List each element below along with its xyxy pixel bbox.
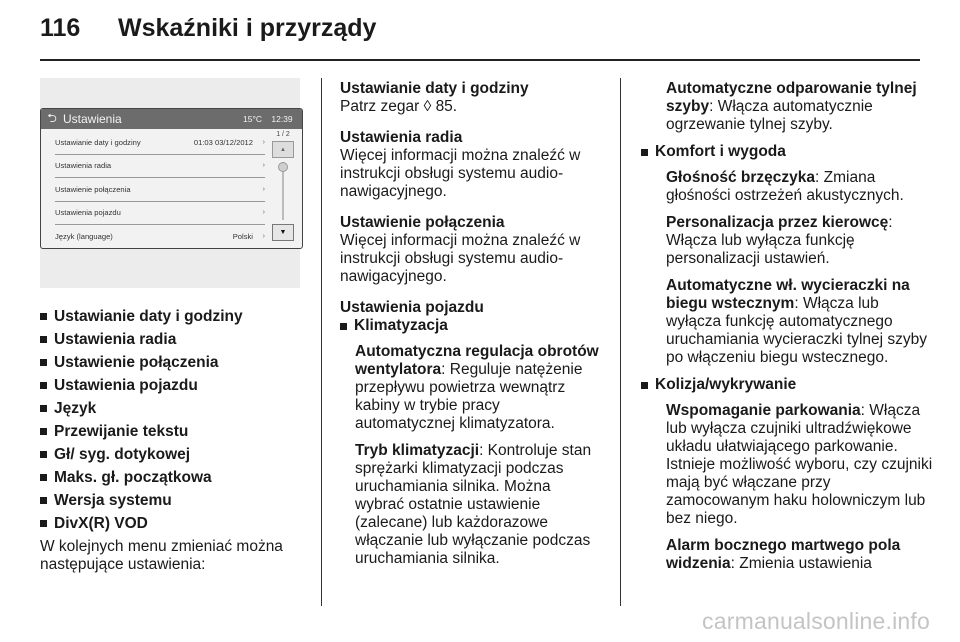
screen-menu-item-label: Ustawienia radia: [55, 161, 112, 171]
bullet-square-icon: [40, 520, 47, 527]
list-item: Maks. gł. początkowa: [40, 466, 302, 489]
bullet-square-icon: [40, 428, 47, 435]
chevron-right-icon: ›: [262, 138, 265, 146]
middle-column: [340, 80, 600, 568]
screen-menu-item: [55, 155, 265, 179]
settings-menu-list: [40, 305, 302, 535]
option-description: Automatyczne odparowanie tylnej szyby: Włącza automatycznie ogrzewanie tylnej szyby.: [666, 80, 917, 133]
list-item: Ustawienia radia: [40, 328, 302, 351]
list-item: Przewijanie tekstu: [40, 420, 302, 443]
list-item: Wersja systemu: [40, 489, 302, 512]
screen-menu-item: [55, 178, 265, 202]
bullet-square-icon: [340, 323, 347, 330]
bullet-square-icon: [40, 336, 47, 343]
chevron-right-icon: ›: [262, 185, 265, 193]
screen-menu-item-label: Ustawianie daty i godziny: [55, 137, 141, 147]
list-item: Ustawienie połączenia: [40, 351, 302, 374]
back-arrow-icon: ⮌: [47, 110, 57, 125]
list-item: Kolizja/wykrywanie: [641, 376, 933, 394]
list-item: Klimatyzacja: [340, 317, 600, 335]
chevron-right-icon: ›: [262, 233, 265, 241]
option-description: Automatyczna regulacja obrotów wentylatora: Reguluje natężenie przepływu powietrza wewnątrz kabiny w trybie pracy automatycznej klimatyzatora.: [355, 343, 599, 432]
bullet-square-icon: [40, 474, 47, 481]
screen-title-bar: [41, 109, 302, 129]
scroll-thumb: [278, 162, 288, 172]
screen-menu-item: [55, 225, 265, 249]
bullet-square-icon: [40, 313, 47, 320]
column-divider-left: [321, 78, 322, 606]
list-item: Ustawianie daty i godziny: [40, 305, 302, 328]
option-description: Wspomaganie parkowania: Włącza lub wyłącza czujniki ultradźwiękowe układu ułatwiającego parkowanie. Istnieje możliwość wyboru, czy czujniki mają być włączane przy zamocowanym haku holowniczym lub bez niego.: [666, 402, 933, 527]
option-description: Alarm bocznego martwego pola widzenia: Zmienia ustawienia: [666, 537, 901, 572]
list-item: Język: [40, 397, 302, 420]
option-description: Głośność brzęczyka: Zmiana głośności ostrzeżeń akustycznych.: [666, 169, 904, 204]
page-title: Wskaźniki i przyrządy: [118, 14, 377, 42]
scroll-up-icon: ▲: [272, 141, 294, 158]
section-vehicle: [340, 299, 600, 568]
screen-menu-item-label: Ustawienia pojazdu: [55, 208, 121, 218]
screen-clock: 12:39: [271, 114, 293, 124]
screen-page-indicator: 1 / 2: [276, 131, 290, 138]
section-radio: [340, 129, 600, 201]
screen-menu-item-label: Język (language): [55, 232, 113, 242]
page-reference-link[interactable]: 85.: [435, 98, 458, 115]
screen-title: Ustawienia: [63, 112, 122, 126]
section-heading: Ustawienia radia: [340, 129, 463, 146]
column-divider-right: [620, 78, 621, 606]
screen-menu-item: [55, 131, 265, 155]
section-connection: [340, 214, 600, 286]
scroll-track: [282, 162, 284, 220]
option-description: Tryb klimatyzacji: Kontroluje stan sprężarki klimatyzacji podczas uruchamiania silnika. Można wybrać ostatnie ustawienie (zalecane) lub każdorazowe włączanie lub wyłączanie podczas uruchamiania silnika.: [355, 442, 592, 567]
bullet-square-icon: [641, 382, 648, 389]
screen-menu-item-label: Ustawienie połączenia: [55, 184, 131, 194]
page-reference-arrow-icon: ◊: [423, 98, 432, 115]
page-number: 116: [40, 14, 81, 42]
watermark: carmanualsonline.info: [702, 608, 930, 634]
list-item: Komfort i wygoda: [641, 143, 933, 161]
option-description: Personalizacja przez kierowcę: Włącza lub wyłącza funkcję personalizacji ustawień.: [666, 214, 893, 267]
bullet-square-icon: [40, 405, 47, 412]
section-heading: Ustawianie daty i godziny: [340, 80, 529, 97]
screen-menu-item: [55, 202, 265, 226]
section-date-time: [340, 80, 600, 116]
list-item: Gł/ syg. dotykowej: [40, 443, 302, 466]
screen-menu-item-value: Polski: [232, 232, 253, 242]
bullet-square-icon: [40, 359, 47, 366]
bullet-square-icon: [40, 382, 47, 389]
section-heading: Ustawienie połączenia: [340, 214, 505, 231]
header-rule: [40, 59, 920, 61]
section-text: Patrz zegar ◊ 85.: [340, 98, 458, 115]
screen-scroll-panel: [268, 131, 298, 247]
screen-menu-item-value: 01:03 03/12/2012: [193, 137, 253, 147]
page-header: [40, 14, 376, 54]
list-item: Ustawienia pojazdu: [40, 374, 302, 397]
bullet-square-icon: [40, 451, 47, 458]
screen-menu-list: [55, 131, 265, 249]
screen-temperature: 15°C: [243, 114, 262, 124]
bullet-square-icon: [40, 497, 47, 504]
bullet-square-icon: [641, 149, 648, 156]
section-text: Więcej informacji można znaleźć w instrukcji obsługi systemu audio-nawigacyjnego.: [340, 232, 581, 285]
settings-screen: [40, 108, 303, 249]
list-item: DivX(R) VOD: [40, 512, 302, 535]
section-text: Więcej informacji można znaleźć w instrukcji obsługi systemu audio-nawigacyjnego.: [340, 147, 581, 200]
section-heading: Ustawienia pojazdu: [340, 299, 484, 316]
chevron-right-icon: ›: [262, 162, 265, 170]
intro-paragraph: W kolejnych menu zmieniać można następujące ustawienia:: [40, 538, 283, 573]
chevron-right-icon: ›: [262, 209, 265, 217]
right-column: [651, 80, 933, 573]
option-description: Automatyczne wł. wycieraczki na biegu wstecznym: Włącza lub wyłącza funkcję automatycznego uruchamiania wycieraczki tylnej szyby po włączeniu biegu wstecznego.: [666, 277, 928, 366]
scroll-down-icon: ▼: [272, 224, 294, 241]
